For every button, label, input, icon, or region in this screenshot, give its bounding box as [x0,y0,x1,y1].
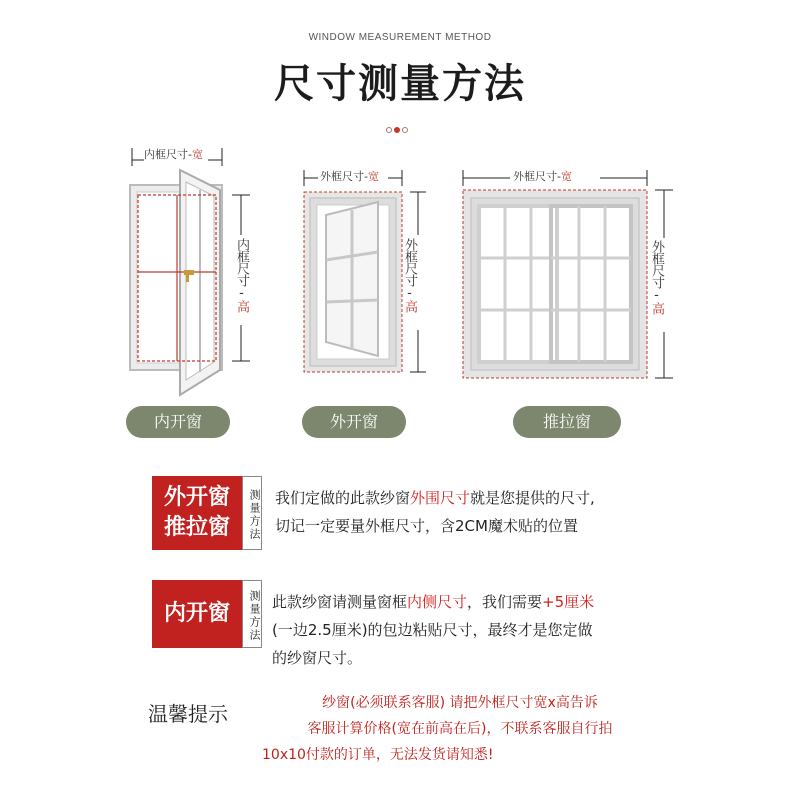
badge-outward-sliding: 外开窗 推拉窗 [152,476,242,550]
section1-text: 我们定做的此款纱窗外围尺寸就是您提供的尺寸, 切记一定要量外框尺寸，含2CM魔术贴的位置 [275,489,595,535]
diagram-outward-window [290,160,440,390]
caption-outward-window: 外开窗 [302,406,406,438]
measure-method-tag: 测量方法 [242,580,262,648]
dot-active-icon [394,127,400,133]
tips-title: 温馨提示 [148,702,228,726]
badge-inward: 内开窗 [152,580,242,648]
outer-width-label: 外框尺寸-宽 [513,170,572,183]
outer-width-label: 外框尺寸-宽 [320,170,379,183]
diagram-sliding-window [455,160,685,390]
dot-icon [386,127,392,133]
inner-width-label: 内框尺寸-宽 [144,148,203,161]
section2-text: 此款纱窗请测量窗框内侧尺寸，我们需要+5厘米 (一边2.5厘米)的包边粘贴尺寸，最终才是您定做 的纱窗尺寸。 [272,593,595,667]
page-title: 尺寸测量方法 [274,61,526,107]
tips-text: 纱窗(必须联系客服) 请把外框尺寸宽x高告诉 客服计算价格(宽在前高在后)，不联系客服自行拍 10x10付款的订单，无法发货请知悉! [262,695,613,763]
outer-height-label: 外框尺寸-高 [649,240,664,314]
subtitle: WINDOW MEASUREMENT METHOD [308,32,492,43]
dot-icon [402,127,408,133]
measure-method-tag: 测量方法 [242,476,262,550]
outer-height-label: 外框尺寸-高 [402,238,417,312]
caption-sliding-window: 推拉窗 [513,406,621,438]
inner-height-label: 内框尺寸-高 [234,238,249,312]
pagination-dots [386,118,416,126]
diagram-inward-window [120,140,270,400]
caption-inward-window: 内开窗 [126,406,230,438]
